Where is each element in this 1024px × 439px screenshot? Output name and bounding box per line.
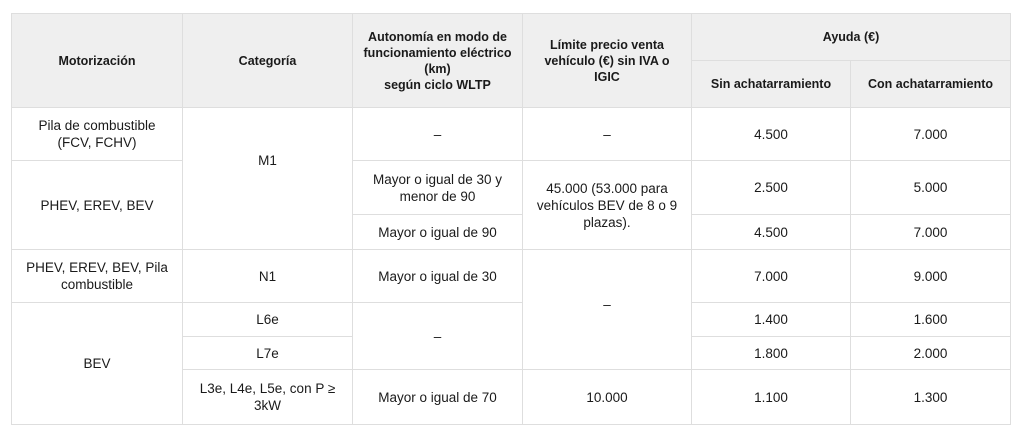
header-categoria: Categoría — [183, 14, 353, 108]
cell-categoria: L7e — [183, 337, 353, 370]
table-header — [12, 14, 1011, 108]
cell-motorizacion: Pila de combustible (FCV, FCHV) — [12, 108, 183, 161]
cell-motorizacion: PHEV, EREV, BEV, Pila combustible — [12, 250, 183, 303]
cell-sin-achatarramiento: 1.800 — [692, 337, 851, 370]
cell-sin-achatarramiento: 2.500 — [692, 161, 851, 215]
cell-limite-precio: – — [523, 250, 692, 370]
cell-categoria: L6e — [183, 303, 353, 337]
cell-categoria: L3e, L4e, L5e, con P ≥ 3kW — [183, 370, 353, 425]
header-ayuda: Ayuda (€) — [692, 14, 1011, 61]
cell-motorizacion: BEV — [12, 303, 183, 425]
cell-con-achatarramiento: 7.000 — [851, 215, 1011, 250]
cell-autonomia: Mayor o igual de 70 — [353, 370, 523, 425]
cell-autonomia: Mayor o igual de 90 — [353, 215, 523, 250]
cell-limite-precio: – — [523, 108, 692, 161]
cell-categoria: M1 — [183, 108, 353, 250]
header-autonomia-line2: según ciclo WLTP — [384, 77, 491, 92]
header-autonomia — [353, 14, 523, 108]
cell-autonomia: Mayor o igual de 30 y menor de 90 — [353, 161, 523, 215]
aid-table — [11, 13, 1011, 425]
cell-autonomia: – — [353, 108, 523, 161]
cell-sin-achatarramiento: 7.000 — [692, 250, 851, 303]
cell-limite-precio: 45.000 (53.000 para vehículos BEV de 8 o 9 plazas). — [523, 161, 692, 250]
cell-con-achatarramiento: 1.300 — [851, 370, 1011, 425]
cell-autonomia: Mayor o igual de 30 — [353, 250, 523, 303]
cell-con-achatarramiento: 5.000 — [851, 161, 1011, 215]
cell-con-achatarramiento: 1.600 — [851, 303, 1011, 337]
header-row — [12, 14, 1011, 61]
cell-con-achatarramiento: 9.000 — [851, 250, 1011, 303]
cell-con-achatarramiento: 2.000 — [851, 337, 1011, 370]
cell-sin-achatarramiento: 4.500 — [692, 215, 851, 250]
table-row — [12, 250, 1011, 303]
cell-sin-achatarramiento: 1.100 — [692, 370, 851, 425]
table-row — [12, 108, 1011, 161]
cell-autonomia: – — [353, 303, 523, 370]
cell-con-achatarramiento: 7.000 — [851, 108, 1011, 161]
table-body — [12, 108, 1011, 425]
table-row — [12, 303, 1011, 337]
table-row — [12, 161, 1011, 215]
cell-motorizacion: PHEV, EREV, BEV — [12, 161, 183, 250]
header-sin-achatarramiento: Sin achatarramiento — [692, 61, 851, 108]
header-con-achatarramiento: Con achatarramiento — [851, 61, 1011, 108]
header-limite-precio: Límite precio venta vehículo (€) sin IVA o IGIC — [523, 14, 692, 108]
cell-categoria: N1 — [183, 250, 353, 303]
cell-limite-precio: 10.000 — [523, 370, 692, 425]
header-autonomia-line1: Autonomía en modo de funcionamiento eléctrico (km) — [363, 29, 512, 76]
header-motorizacion: Motorización — [12, 14, 183, 108]
cell-sin-achatarramiento: 1.400 — [692, 303, 851, 337]
cell-sin-achatarramiento: 4.500 — [692, 108, 851, 161]
